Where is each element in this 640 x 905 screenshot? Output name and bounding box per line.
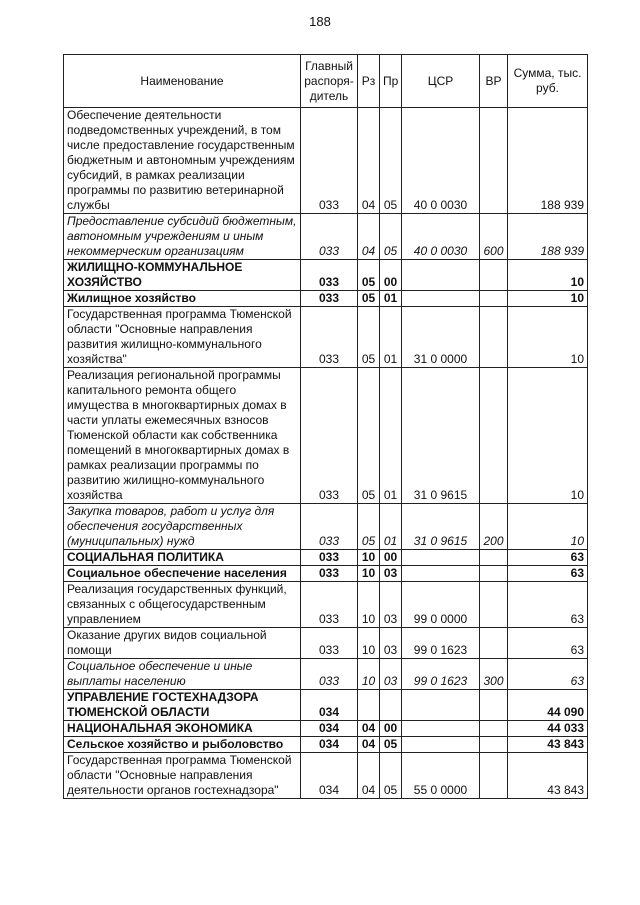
cell-grbs: 033 xyxy=(301,368,358,504)
header-vr: ВР xyxy=(480,55,508,108)
cell-sum: 188 939 xyxy=(508,214,588,260)
cell-name: Жилищное хозяйство xyxy=(64,291,301,307)
cell-name: Социальное обеспечение населения xyxy=(64,566,301,582)
cell-csr xyxy=(402,690,480,721)
cell-grbs: 033 xyxy=(301,628,358,659)
cell-rz: 04 xyxy=(358,753,380,799)
cell-sum: 63 xyxy=(508,628,588,659)
cell-sum: 10 xyxy=(508,504,588,550)
table-row xyxy=(64,753,588,799)
cell-sum: 43 843 xyxy=(508,753,588,799)
cell-grbs: 034 xyxy=(301,721,358,737)
table-row xyxy=(64,690,588,721)
table-row xyxy=(64,721,588,737)
header-pr: Пр xyxy=(380,55,402,108)
cell-csr: 31 0 0000 xyxy=(402,307,480,368)
cell-csr xyxy=(402,550,480,566)
cell-rz: 05 xyxy=(358,291,380,307)
cell-csr: 31 0 9615 xyxy=(402,368,480,504)
cell-sum: 63 xyxy=(508,582,588,628)
cell-grbs: 034 xyxy=(301,690,358,721)
cell-sum: 43 843 xyxy=(508,737,588,753)
cell-rz: 05 xyxy=(358,504,380,550)
cell-csr xyxy=(402,291,480,307)
table-row xyxy=(64,108,588,214)
cell-pr: 01 xyxy=(380,504,402,550)
cell-pr: 03 xyxy=(380,628,402,659)
cell-grbs: 033 xyxy=(301,214,358,260)
cell-grbs: 033 xyxy=(301,108,358,214)
cell-sum: 10 xyxy=(508,291,588,307)
cell-pr: 00 xyxy=(380,550,402,566)
cell-pr: 03 xyxy=(380,566,402,582)
cell-sum: 63 xyxy=(508,566,588,582)
cell-grbs: 033 xyxy=(301,566,358,582)
cell-name: Государственная программа Тюменской области "Основные направления развития жилищно-коммунального хозяйства" xyxy=(64,307,301,368)
cell-vr xyxy=(480,582,508,628)
cell-rz: 05 xyxy=(358,260,380,291)
cell-grbs: 033 xyxy=(301,550,358,566)
cell-name: Сельское хозяйство и рыболовство xyxy=(64,737,301,753)
header-rz: Рз xyxy=(358,55,380,108)
cell-csr: 40 0 0030 xyxy=(402,108,480,214)
cell-pr: 05 xyxy=(380,108,402,214)
cell-rz: 10 xyxy=(358,582,380,628)
cell-pr: 05 xyxy=(380,214,402,260)
table-row xyxy=(64,307,588,368)
cell-rz: 04 xyxy=(358,108,380,214)
cell-vr xyxy=(480,291,508,307)
table-row xyxy=(64,368,588,504)
cell-name: Социальное обеспечение и иные выплаты населению xyxy=(64,659,301,690)
cell-pr xyxy=(380,690,402,721)
cell-name: Реализация региональной программы капитального ремонта общего имущества в многоквартирных домах в части уплаты ежемесячных взносов Тюменской области как собственника помещений в многоквартирных домах в рамках реализации программы по развитию жилищно-коммунального хозяйства xyxy=(64,368,301,504)
header-grbs: Главный распоря-дитель xyxy=(301,55,358,108)
cell-csr xyxy=(402,737,480,753)
cell-rz: 04 xyxy=(358,737,380,753)
cell-sum: 44 033 xyxy=(508,721,588,737)
cell-vr xyxy=(480,108,508,214)
budget-table xyxy=(63,54,588,799)
table-row xyxy=(64,628,588,659)
header-name: Наименование xyxy=(64,55,301,108)
table-row xyxy=(64,737,588,753)
table-row xyxy=(64,504,588,550)
cell-rz xyxy=(358,690,380,721)
table-row xyxy=(64,566,588,582)
cell-grbs: 033 xyxy=(301,291,358,307)
cell-rz: 10 xyxy=(358,628,380,659)
cell-vr xyxy=(480,368,508,504)
cell-pr: 03 xyxy=(380,582,402,628)
cell-sum: 63 xyxy=(508,659,588,690)
cell-vr xyxy=(480,753,508,799)
cell-name: Оказание других видов социальной помощи xyxy=(64,628,301,659)
cell-grbs: 033 xyxy=(301,659,358,690)
cell-vr xyxy=(480,260,508,291)
cell-vr: 300 xyxy=(480,659,508,690)
cell-rz: 04 xyxy=(358,214,380,260)
cell-pr: 05 xyxy=(380,737,402,753)
table-row xyxy=(64,291,588,307)
cell-csr: 99 0 1623 xyxy=(402,628,480,659)
cell-pr: 05 xyxy=(380,753,402,799)
cell-name: Закупка товаров, работ и услуг для обеспечения государственных (муниципальных) нужд xyxy=(64,504,301,550)
cell-vr xyxy=(480,550,508,566)
cell-csr: 99 0 0000 xyxy=(402,582,480,628)
cell-sum: 10 xyxy=(508,260,588,291)
cell-name: Реализация государственных функций, связанных с общегосударственным управлением xyxy=(64,582,301,628)
cell-pr: 00 xyxy=(380,721,402,737)
header-row xyxy=(64,55,588,108)
cell-csr: 31 0 9615 xyxy=(402,504,480,550)
cell-grbs: 034 xyxy=(301,753,358,799)
cell-vr xyxy=(480,690,508,721)
cell-grbs: 033 xyxy=(301,307,358,368)
header-csr: ЦСР xyxy=(402,55,480,108)
cell-csr: 99 0 1623 xyxy=(402,659,480,690)
cell-grbs: 033 xyxy=(301,504,358,550)
cell-sum: 10 xyxy=(508,368,588,504)
cell-pr: 01 xyxy=(380,291,402,307)
cell-vr xyxy=(480,307,508,368)
cell-vr xyxy=(480,737,508,753)
cell-name: УПРАВЛЕНИЕ ГОСТЕХНАДЗОРА ТЮМЕНСКОЙ ОБЛАСТИ xyxy=(64,690,301,721)
cell-name: Государственная программа Тюменской области "Основные направления деятельности органов гостехнадзора" xyxy=(64,753,301,799)
cell-rz: 10 xyxy=(358,566,380,582)
cell-sum: 44 090 xyxy=(508,690,588,721)
cell-csr xyxy=(402,566,480,582)
cell-name: Предоставление субсидий бюджетным, автономным учреждениям и иным некоммерческим организациям xyxy=(64,214,301,260)
cell-vr: 200 xyxy=(480,504,508,550)
header-sum: Сумма, тыс. руб. xyxy=(508,55,588,108)
cell-vr xyxy=(480,566,508,582)
cell-vr: 600 xyxy=(480,214,508,260)
cell-rz: 05 xyxy=(358,307,380,368)
table-row xyxy=(64,659,588,690)
cell-rz: 10 xyxy=(358,659,380,690)
cell-pr: 01 xyxy=(380,307,402,368)
page-number: 188 xyxy=(309,14,331,29)
cell-vr xyxy=(480,628,508,659)
table-row xyxy=(64,582,588,628)
cell-csr: 40 0 0030 xyxy=(402,214,480,260)
cell-name: Обеспечение деятельности подведомственных учреждений, в том числе предоставление государственным бюджетным и автономным учреждениям субсидий, в рамках реализации программы по развитию ветеринарной службы xyxy=(64,108,301,214)
cell-vr xyxy=(480,721,508,737)
cell-pr: 03 xyxy=(380,659,402,690)
table-row xyxy=(64,214,588,260)
cell-name: НАЦИОНАЛЬНАЯ ЭКОНОМИКА xyxy=(64,721,301,737)
cell-name: ЖИЛИЩНО-КОММУНАЛЬНОЕ ХОЗЯЙСТВО xyxy=(64,260,301,291)
cell-rz: 05 xyxy=(358,368,380,504)
cell-rz: 10 xyxy=(358,550,380,566)
cell-sum: 10 xyxy=(508,307,588,368)
cell-csr xyxy=(402,721,480,737)
cell-name: СОЦИАЛЬНАЯ ПОЛИТИКА xyxy=(64,550,301,566)
cell-rz: 04 xyxy=(358,721,380,737)
cell-csr: 55 0 0000 xyxy=(402,753,480,799)
cell-pr: 00 xyxy=(380,260,402,291)
cell-csr xyxy=(402,260,480,291)
table-row xyxy=(64,260,588,291)
cell-sum: 63 xyxy=(508,550,588,566)
cell-grbs: 033 xyxy=(301,260,358,291)
cell-pr: 01 xyxy=(380,368,402,504)
cell-sum: 188 939 xyxy=(508,108,588,214)
cell-grbs: 034 xyxy=(301,737,358,753)
table-row xyxy=(64,550,588,566)
cell-grbs: 033 xyxy=(301,582,358,628)
